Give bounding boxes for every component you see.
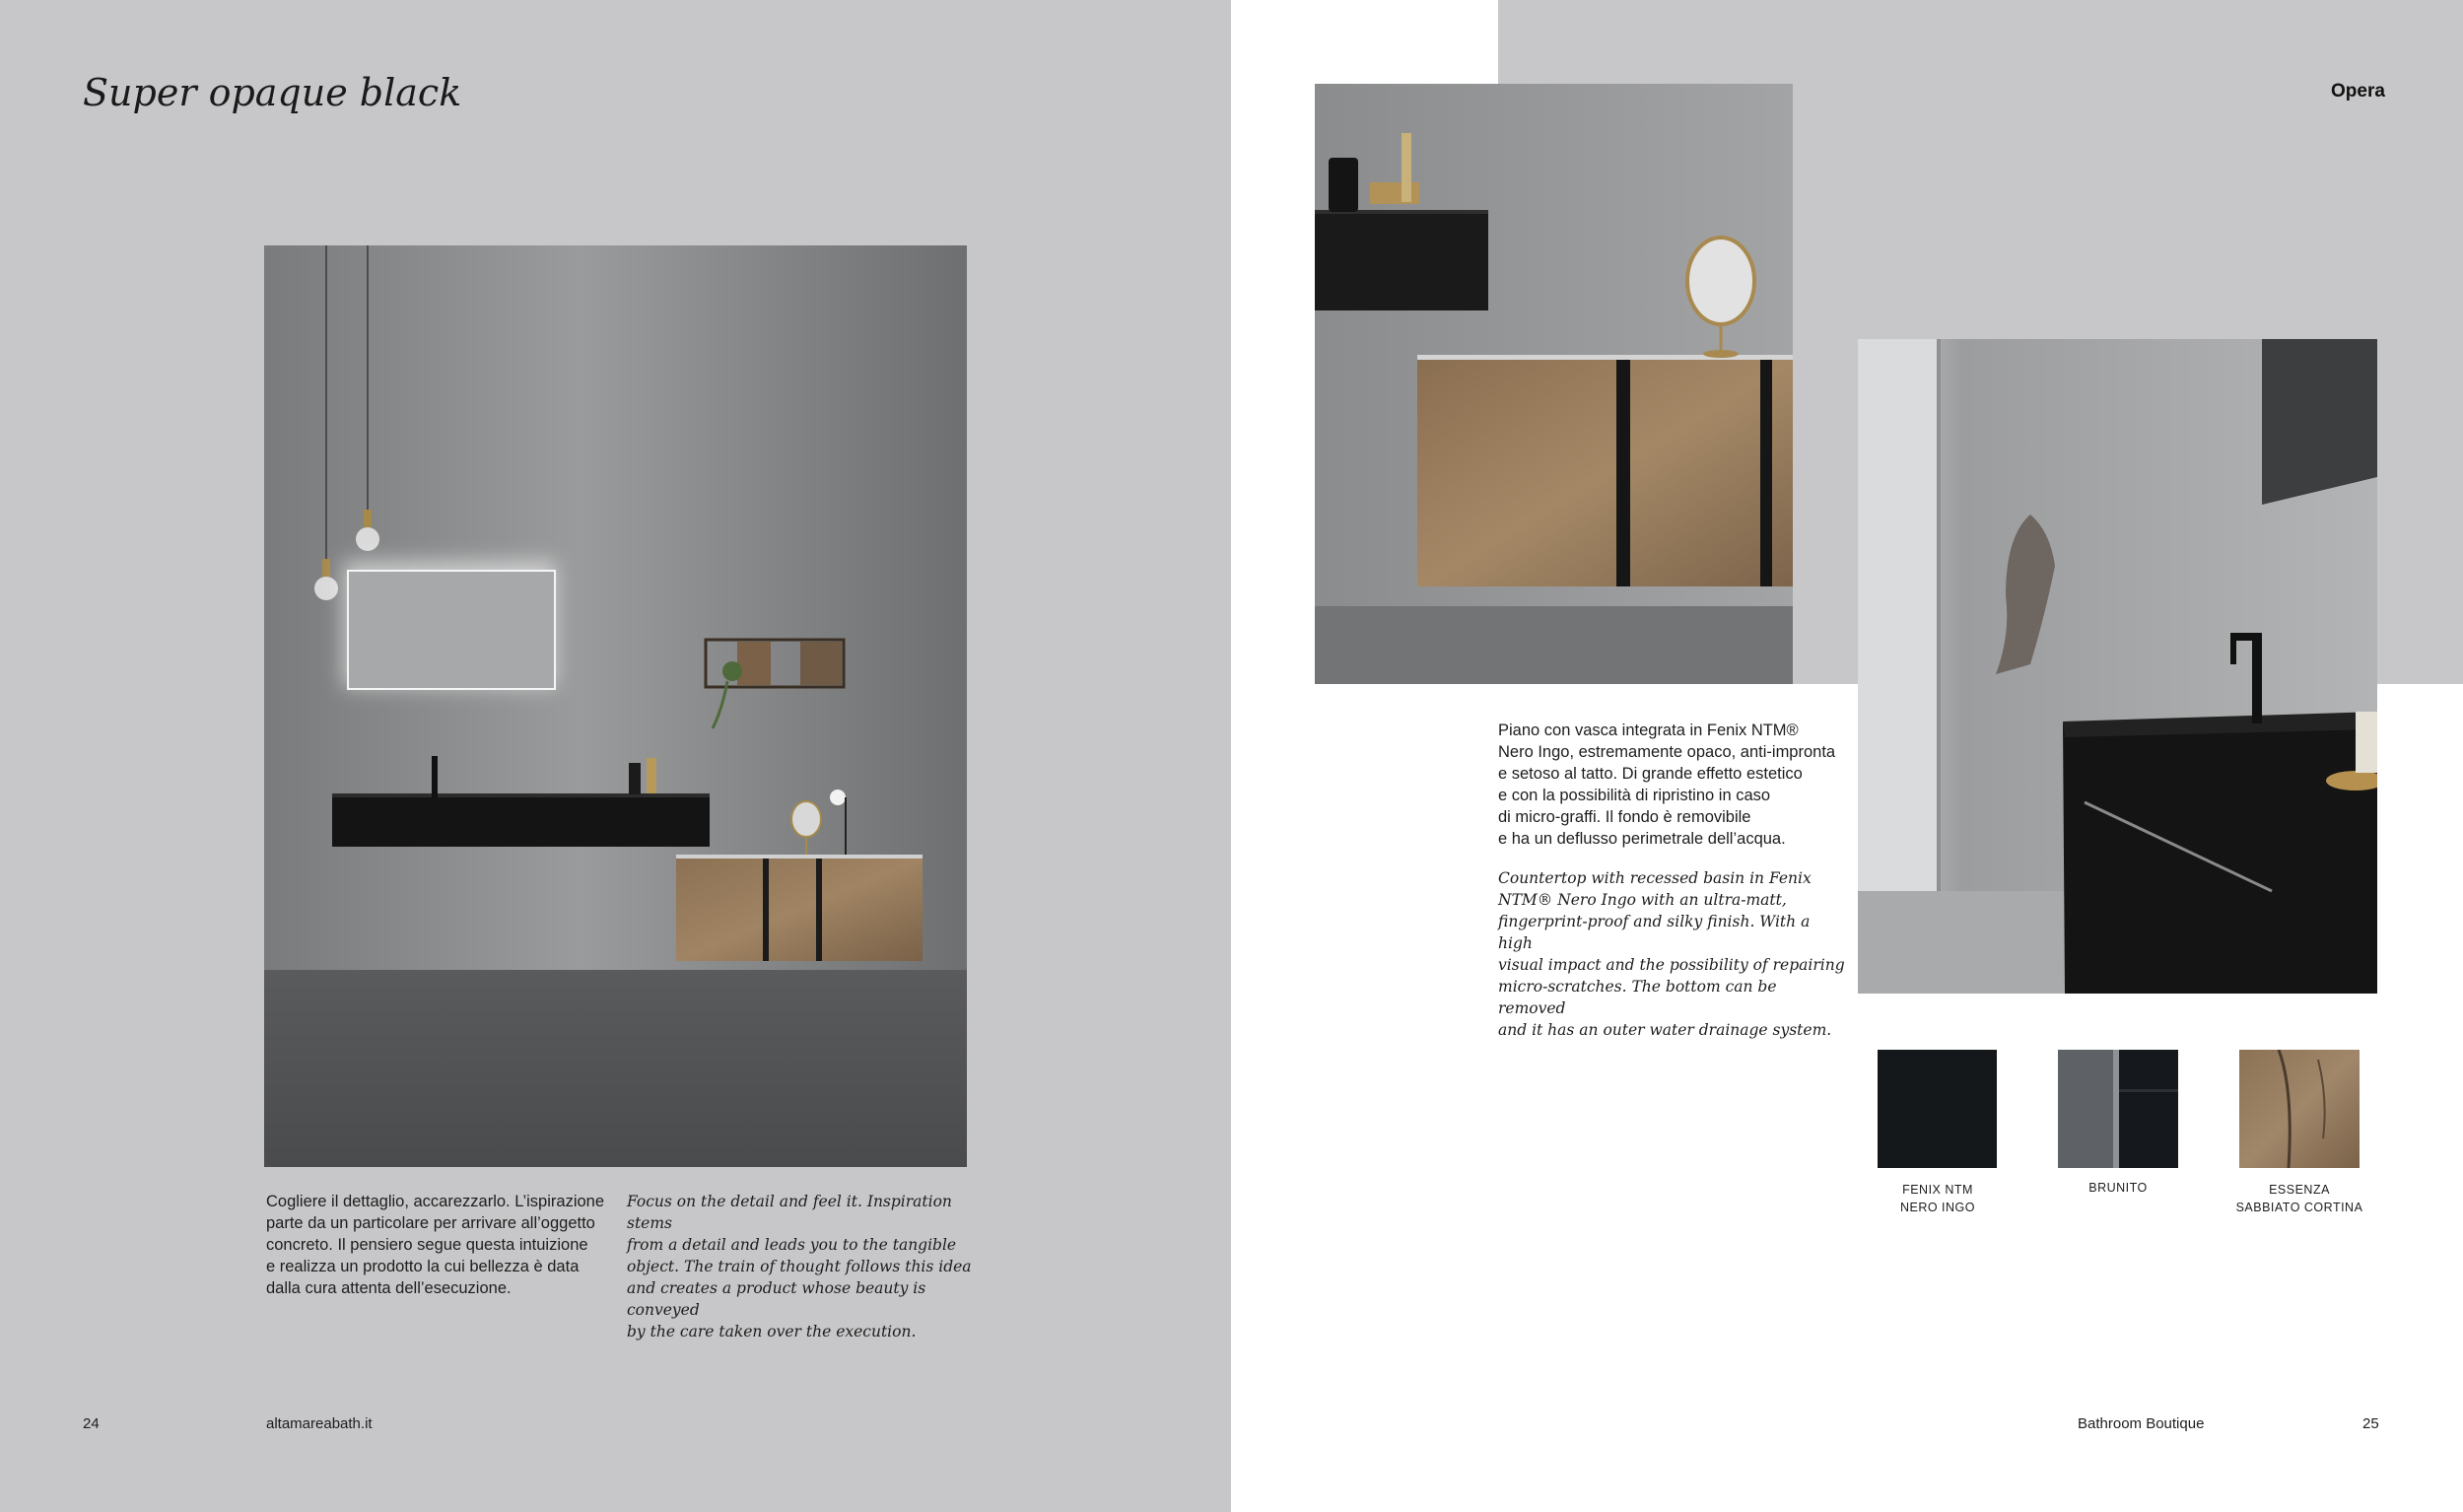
cabinet-detail-photo (1315, 84, 1793, 684)
swatch-brunito (2058, 1050, 2178, 1168)
description-italian: Piano con vasca integrata in Fenix NTM® Nero Ingo, estremamente opaco, anti-impronta e setoso al tatto. Di grande effetto estetico e con la possibilità di ripristino in caso di micro-graffi. Il fondo è removibile e ha un deflusso perimetrale dell’acqua. (1498, 722, 1836, 848)
page-title: Super opaque black (83, 71, 462, 114)
swatch-label-essenza: ESSENZA SABBIATO CORTINA (2235, 1183, 2363, 1214)
swatch-label-brunito: BRUNITO (2088, 1181, 2148, 1195)
description-english: Countertop with recessed basin in Fenix NTM® Nero Ingo with an ultra-matt, fingerprint-proof and silky finish. With a high visual impact and the possibility of repairing micro-scratches. The bottom can be removed and it has an outer water drainage system. (1498, 869, 1845, 1039)
main-bathroom-photo (264, 245, 967, 1167)
caption-english: Focus on the detail and feel it. Inspiration stems from a detail and leads you to the tangible object. The train of thought follows this idea and creates a product whose beauty is conveyed by the care taken over the execution. (627, 1193, 972, 1340)
swatch-fenix-ntm-nero-ingo (1878, 1050, 1997, 1168)
brand-label: Opera (2331, 81, 2385, 102)
page-number-left: 24 (83, 1415, 100, 1432)
publication-title: Bathroom Boutique (2078, 1415, 2205, 1432)
page-number-right: 25 (2362, 1415, 2379, 1432)
basin-detail-photo (1858, 339, 2377, 994)
website-link[interactable]: altamareabath.it (266, 1415, 373, 1432)
caption-italian: Cogliere il dettaglio, accarezzarlo. L’ispirazione parte da un particolare per arrivare all’oggetto concreto. Il pensiero segue questa intuizione e realizza un prodotto la cui bellezza è data dalla cura attenta dell’esecuzione. (266, 1193, 605, 1297)
swatch-essenza-sabbiato-cortina (2239, 1050, 2360, 1168)
swatch-label-fenix: FENIX NTM NERO INGO (1899, 1183, 1976, 1214)
